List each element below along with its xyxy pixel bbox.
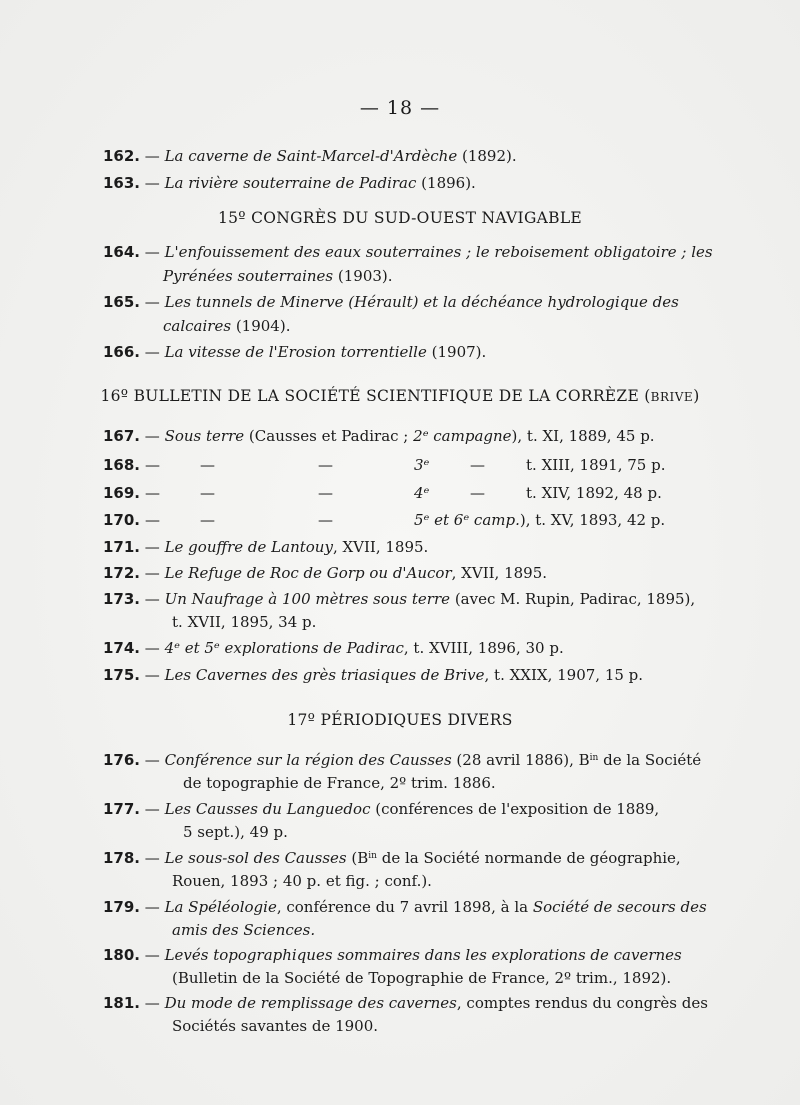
- ditto-mark: —: [145, 484, 160, 502]
- section-heading-close: ): [693, 387, 700, 405]
- entry-title: Sous terre: [164, 427, 245, 445]
- entry-164-line2: [163, 266, 393, 286]
- entry-dash: —: [144, 174, 160, 192]
- entry-dash: —: [144, 898, 160, 916]
- entry-180-line2: (Bulletin de la Société de Topographie de France, 2º trim., 1892).: [172, 969, 672, 987]
- entry-170-detail: [414, 510, 665, 530]
- section-heading-16: [0, 387, 800, 405]
- entry-163: [103, 173, 476, 193]
- entry-title-cont: calcaires: [163, 317, 232, 335]
- ditto-mark: —: [470, 456, 485, 474]
- entry-detail: , comptes rendus du congrès des: [456, 994, 708, 1012]
- entry-number: 179.: [103, 898, 141, 916]
- entry-number: 173.: [103, 590, 141, 608]
- entry-169-number: 169.: [103, 484, 141, 502]
- entry-179: [103, 897, 707, 917]
- entry-number: 177.: [103, 800, 141, 818]
- entry-178-line2: Rouen, 1893 ; 40 p. et fig. ; conf.).: [172, 872, 432, 890]
- entry-dash: —: [144, 946, 160, 964]
- ditto-mark: —: [145, 511, 160, 529]
- entry-number: 178.: [103, 849, 141, 867]
- entry-detail-end: de la Société: [598, 751, 702, 769]
- entry-title: Les Cavernes des grès triasiques de Brive: [164, 666, 485, 684]
- entry-detail: (28 avril 1886), B: [456, 751, 590, 769]
- entry-detail: , XVII, 1895.: [451, 564, 548, 582]
- entry-173: [103, 589, 695, 609]
- entry-title: Le sous-sol des Causses: [164, 849, 347, 867]
- entry-detail: (Causses et Padirac ;: [248, 427, 409, 445]
- entry-detail: , t. XXIX, 1907, 15 p.: [484, 666, 644, 684]
- entry-number: 165.: [103, 293, 141, 311]
- entry-title: Le Refuge de Roc de Gorp ou d'Aucor: [164, 564, 452, 582]
- section-heading-15: 15º CONGRÈS DU SUD-OUEST NAVIGABLE: [217, 209, 583, 227]
- entry-171: [103, 537, 428, 557]
- superscript: in: [368, 851, 377, 861]
- ditto-mark: —: [200, 484, 215, 502]
- entry-dash: —: [144, 147, 160, 165]
- entry-number: 181.: [103, 994, 141, 1012]
- entry-campaign: 5ᵉ et 6ᵉ camp.: [414, 511, 520, 529]
- section-heading-smallcaps: BRIVE: [650, 390, 694, 404]
- ditto-mark: —: [145, 456, 160, 474]
- entry-detail: (1904).: [235, 317, 291, 335]
- entry-177-line2: 5 sept.), 49 p.: [183, 823, 288, 841]
- entry-180: [103, 945, 682, 965]
- entry-title: Levés topographiques sommaires dans les explorations de cavernes: [164, 946, 682, 964]
- entry-number: 166.: [103, 343, 141, 361]
- entry-detail: (avec M. Rupin, Padirac, 1895),: [454, 590, 696, 608]
- entry-dash: —: [144, 994, 160, 1012]
- entry-title: La Spéléologie: [164, 898, 277, 916]
- entry-detail-end: de la Société normande de géographie,: [376, 849, 681, 867]
- page-number: — 18 —: [359, 97, 441, 119]
- entry-dash: —: [144, 427, 160, 445]
- entry-title: Du mode de remplissage des cavernes: [164, 994, 457, 1012]
- entry-175: [103, 665, 643, 685]
- entry-title: Conférence sur la région des Causses: [164, 751, 452, 769]
- entry-title-cont: Pyrénées souterraines: [163, 267, 334, 285]
- entry-181: [103, 993, 708, 1013]
- ditto-mark: —: [318, 484, 333, 502]
- entry-title: La caverne de Saint-Marcel-d'Ardèche: [164, 147, 458, 165]
- entry-dash: —: [144, 243, 160, 261]
- entry-title: 4ᵉ et 5ᵉ explorations de Padirac: [164, 639, 404, 657]
- entry-173-line2: t. XVII, 1895, 34 p.: [172, 613, 317, 631]
- entry-dash: —: [144, 293, 160, 311]
- entry-176: [103, 750, 701, 770]
- entry-dash: —: [144, 538, 160, 556]
- entry-title-b: Société de secours des: [532, 898, 707, 916]
- ditto-mark: —: [318, 456, 333, 474]
- entry-number: 171.: [103, 538, 141, 556]
- entry-162: [103, 146, 517, 166]
- entry-detail: (B: [351, 849, 369, 867]
- entry-dash: —: [144, 343, 160, 361]
- entry-number: 174.: [103, 639, 141, 657]
- entry-167: [103, 426, 655, 446]
- entry-170-number: 170.: [103, 511, 141, 529]
- entry-detail: (1896).: [421, 174, 476, 192]
- entry-179-line2: amis des Sciences.: [172, 921, 316, 939]
- entry-dash: —: [144, 666, 160, 684]
- entry-detail: (1907).: [431, 343, 487, 361]
- ditto-mark: —: [200, 511, 215, 529]
- entry-detail-end: ), t. XI, 1889, 45 p.: [511, 427, 655, 445]
- entry-dash: —: [144, 564, 160, 582]
- entry-number: 180.: [103, 946, 141, 964]
- entry-dash: —: [144, 590, 160, 608]
- entry-number: 167.: [103, 427, 141, 445]
- section-heading-text: 16º BULLETIN DE LA SOCIÉTÉ SCIENTIFIQUE DE LA CORRÈZE (: [100, 387, 651, 405]
- entry-dash: —: [144, 751, 160, 769]
- entry-detail: , XVII, 1895.: [332, 538, 429, 556]
- entry-number: 162.: [103, 147, 141, 165]
- entry-number: 176.: [103, 751, 141, 769]
- ditto-mark: —: [318, 511, 333, 529]
- entry-title: Le gouffre de Lantouy: [164, 538, 333, 556]
- entry-number: 163.: [103, 174, 141, 192]
- entry-detail: (1903).: [337, 267, 393, 285]
- entry-176-line2: de topographie de France, 2º trim. 1886.: [183, 774, 496, 792]
- entry-campaign: 4ᵉ: [414, 484, 430, 502]
- entry-165-line2: [163, 316, 290, 336]
- entry-detail: ), t. XV, 1893, 42 p.: [519, 511, 666, 529]
- entry-title: L'enfouissement des eaux souterraines ; le reboisement obligatoire ; les: [164, 243, 713, 261]
- entry-dash: —: [144, 639, 160, 657]
- entry-campaign: 2ᵉ campagne: [413, 427, 512, 445]
- entry-detail: t. XIV, 1892, 48 p.: [526, 484, 662, 502]
- entry-detail: (1892).: [461, 147, 517, 165]
- entry-detail: , conférence du 7 avril 1898, à la: [276, 898, 529, 916]
- entry-166: [103, 342, 486, 362]
- entry-dash: —: [144, 800, 160, 818]
- entry-number: 172.: [103, 564, 141, 582]
- entry-168-number: 168.: [103, 456, 141, 474]
- entry-181-line2: Sociétés savantes de 1900.: [172, 1017, 379, 1035]
- ditto-mark: —: [470, 484, 485, 502]
- entry-title: La rivière souterraine de Padirac: [164, 174, 417, 192]
- entry-detail: t. XIII, 1891, 75 p.: [526, 456, 666, 474]
- entry-number: 175.: [103, 666, 141, 684]
- entry-detail: (conférences de l'exposition de 1889,: [375, 800, 660, 818]
- ditto-mark: —: [200, 456, 215, 474]
- entry-title: Les Causses du Languedoc: [164, 800, 371, 818]
- entry-174: [103, 638, 564, 658]
- entry-172: [103, 563, 547, 583]
- superscript: in: [589, 753, 599, 763]
- entry-number: 164.: [103, 243, 141, 261]
- section-heading-17: 17º PÉRIODIQUES DIVERS: [287, 711, 513, 729]
- entry-177: [103, 799, 659, 819]
- entry-title: La vitesse de l'Erosion torrentielle: [164, 343, 427, 361]
- entry-dash: —: [144, 849, 160, 867]
- entry-178: [103, 848, 681, 868]
- entry-164: [103, 242, 713, 262]
- entry-campaign: 3ᵉ: [414, 456, 430, 474]
- entry-title: Les tunnels de Minerve (Hérault) et la déchéance hydrologique des: [164, 293, 679, 311]
- entry-detail: , t. XVIII, 1896, 30 p.: [403, 639, 564, 657]
- entry-165: [103, 292, 679, 312]
- entry-title: Un Naufrage à 100 mètres sous terre: [164, 590, 451, 608]
